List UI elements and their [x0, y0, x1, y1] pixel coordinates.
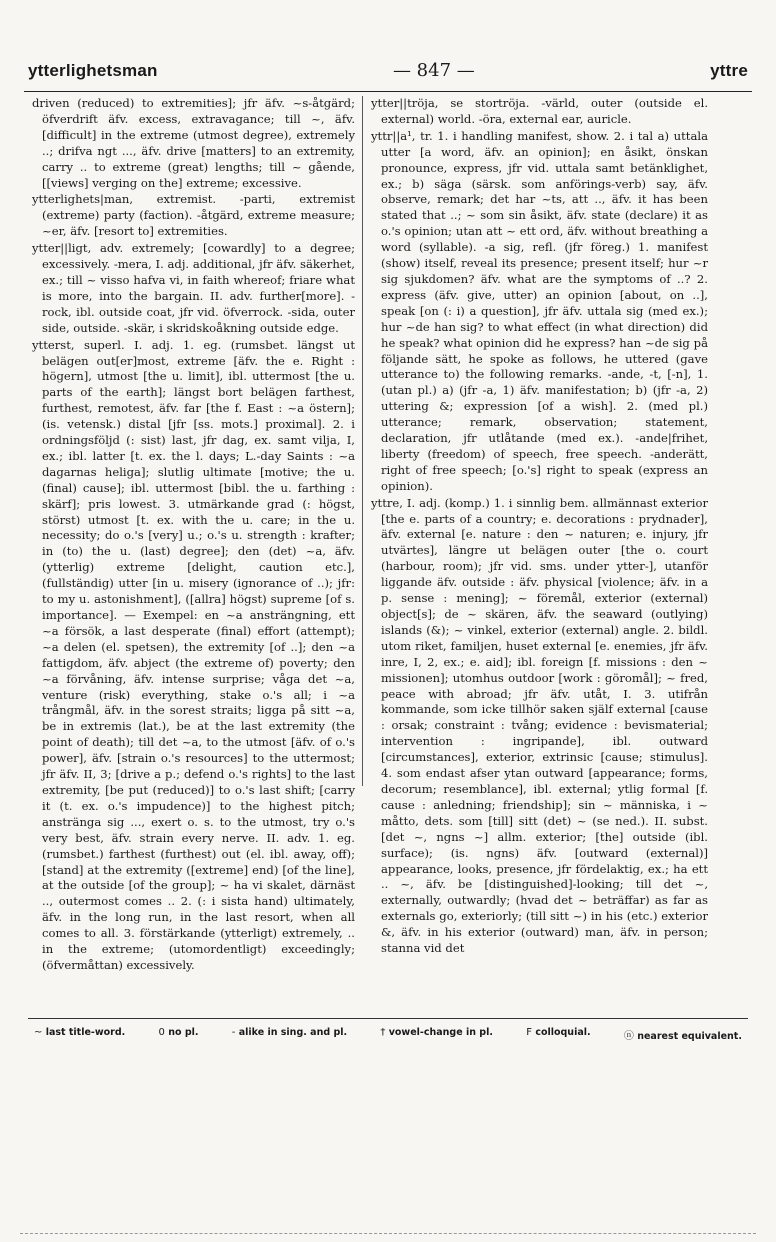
page-edge-rule: [20, 1233, 756, 1234]
key-n: ⓝ nearest equivalent.: [623, 1031, 742, 1042]
dictionary-entry: ytterst, superl. I. adj. 1. eg. (rumsbet. längst ut belägen out[er]most, extreme [äfv. the e. Right : högern], utmost [the u. limit], ibl. uttermost [the u. parts of the earth]; längst bort belägen farthest, furthest, remotest, äfv. far [the f. East : ~a östern]; (is. vetensk.) distal [jfr [ss. mots.] proximal]. 2. i ordningsföljd (: sist) last, jfr dag, ex. samt vilja, I, ex.; ibl. latter [t. ex. the l. days; L.-day Saints : ~a dagarnas heliga]; slutlig ultimate [motive; the u. (final) cause]; ibl. uttermost [bibl. the u. farthing : skärf]; pris lowest. 3. utmärkande grad (: högst, störst) utmost [t. ex. with the u. care; in the u. necessity; do o.'s [very] u.; o.'s u. strength : krafter; in (to) the u. (last) degree]; den (det) ~a, äfv. (ytterlig) extreme [delight, caution etc.], (fullständig) utter [in u. misery (ignorance of ..); jfr: to my u. astonishment], ([allra] högst) supreme [of s. importance]. — Exempel: en ~a ansträngning, ett ~a försök, a last desperate (final) effort (attempt); ~a delen (el. spetsen), the extremity [of ..]; den ~a fattigdom, äfv. abject (the extreme of) poverty; den ~a förvåning, äfv. intense surprise; våga det ~a, venture (risk) everything, stake o.'s all; i ~a trångmål, äfv. in the sorest straits; ligga på sitt ~a, be in extremis (lat.), be at the last extremity (the point of death); till det ~a, to the utmost [äfv. of o.'s power], äfv. [strain o.'s resources] to the uttermost; jfr äfv. II, 3; [drive a p.; defend o.'s rights] to the last extremity, [be put (reduced)] to o.'s last shift; [carry it (t. ex. o.'s impudence)] to the highest pitch; anstränga sig ..., exert o. s. to the utmost, try o.'s very best, äfv. strain every nerve. II. adv. 1. eg. (rumsbet.) farthest (furthest) out (el. ibl. away, off); [stand] at the extremity ([extreme] end) [of the line], at the outside [of the group]; ~ ha vi skalet, därnäst .., outermost comes .. 2. (: i sista hand) ultimately, äfv. in the long run, in the last resort, when all comes to all. 3. förstärkande (ytterligt) extremely, .. in the extreme; (utomordentligt) exceedingly; (öfvermåttan) excessively.: [32, 337, 355, 972]
abbreviation-key: [34, 1027, 742, 1042]
dictionary-entry: yttre, I. adj. (komp.) 1. i sinnlig bem. allmännast exterior [the e. parts of a country; e. decorations : prydnader], äfv. external [e. nature : den ~ naturen; e. injury, jfr utvärtes], längre ut belägen outer [the o. court (harbour, room); jfr vid. sms. under ytter-], utanför liggande äfv. outside : äfv. physical [violence; äfv. in a p. sense : mening]; ~ föremål, exterior (external) object[s]; de ~ skären, äfv. the seaward (outlying) islands (&); ~ vinkel, exterior (external) angle. 2. bildl. utom riket, familjen, huset external [e. enemies, jfr äfv. inre, I, 2, ex.; e. aid]; ibl. foreign [f. missions : den ~ missionen]; utomhus outdoor [work : göromål]; ~ fred, peace with abroad; jfr äfv. utåt, I. 3. utifrån kommande, som icke tillhör saken själf external [cause : orsak; constraint : tvång; evidence : bevismaterial; intervention : ingripande], ibl. outward [circumstances], exterior, extrinsic [cause; stimulus]. 4. som endast afser ytan outward [appearance; forms, decorum; resemblance], ibl. external; ytlig formal [f. cause : anledning; friendship]; sin ~ människa, i ~ måtto, dets. som [till] sitt (det) ~ (se ned.). II. subst. [det ~, ngns ~] allm. exterior; [the] outside (ibl. surface); (is. ngns) äfv. [outward (external)] appearance, looks, presence, jfr fördelaktig, ex.; ha ett .. ~, äfv. be [distinguished]-looking; till det ~, externally, outwardly; (hvad det ~ beträffar) as far as externals go, exteriorly; (till sitt ~) in his (etc.) exterior &, äfv. in his exterior (outward) man, äfv. in person; stanna vid det: [371, 495, 708, 956]
dictionary-entry: ytter||ligt, adv. extremely; [cowardly] to a degree; excessively. -mera, I. adj. additional, jfr äfv. säkerhet, ex.; till ~ visso hafva vi, in faith whereof; friare what is more, into the bargain. II. adv. further[more]. -rock, ibl. outside coat, jfr vid. öfverrock. -sida, outer side, outside. -skär, i skridskoåkning outside edge.: [32, 241, 355, 335]
key-tilde: ~ last title-word.: [34, 1027, 126, 1038]
page-number: — 847 —: [392, 60, 475, 81]
dictionary-entry: driven (reduced) to extremities]; jfr äfv. ~s-åtgärd; öfverdrift äfv. excess, extravagance; till ~, äfv. [difficult] in the extreme (utmost degree), extremely ..; drifva ngt ..., äfv. drive [matters] to an extremity, carry .. to extreme (great) lengths; till ~ gående, [[views] verging on the] extreme; excessive.: [32, 96, 355, 190]
right-guide-word: yttre: [710, 61, 748, 80]
left-column: [32, 96, 355, 1014]
key-f: F colloquial.: [526, 1027, 591, 1038]
dictionary-entry: ytterlighets|man, extremist. -parti, extremist (extreme) party (faction). -åtgärd, extreme measure; ~er, äfv. [resort to] extremities.: [32, 192, 355, 239]
header-rule: [24, 91, 752, 92]
footer-rule: [28, 1018, 748, 1019]
key-dagger: † vowel-change in pl.: [380, 1027, 493, 1038]
page-header: [28, 60, 748, 88]
dictionary-entry: ytter||tröja, se stortröja. -värld, outer (outside el. external) world. -öra, external ear, auricle.: [371, 96, 708, 126]
right-column: [371, 96, 708, 1014]
left-guide-word: ytterlighetsman: [28, 61, 158, 80]
key-zero: 0 no pl.: [158, 1027, 199, 1038]
column-divider: [362, 96, 363, 786]
key-dash: - alike in sing. and pl.: [231, 1027, 348, 1038]
dictionary-entry: yttr||a¹, tr. 1. i handling manifest, show. 2. i tal a) uttala utter [a word, äfv. an opinion]; en åsikt, önskan pronounce, express, jfr vid. uttala samt betänklighet, ex.; b) säga (särsk. som anförings-verb) say, äfv. observe, remark; det har ~ts, att .., äfv. it has been stated that ..; ~ som sin åsikt, äfv. state (declare) it as o.'s opinion; utan att ~ ett ord, äfv. without breathing a word (syllable). -a sig, refl. (jfr föreg.) 1. manifest (show) itself, reveal its presence; present itself; hur ~r sig sjukdomen? äfv. what are the symptoms of ..? 2. express (äfv. give, utter) an opinion [about, on ..], speak [on (: i) a question], jfr äfv. uttala sig (med ex.); hur ~de han sig? to what effect (in what direction) did he speak? what opinion did he express? han ~de sig på följande sätt, he spoke as follows, he uttered (gave utterance to) the following remarks. -ande, -t, [-n], 1. (utan pl.) a) (jfr -a, 1) äfv. manifestation; b) (jfr -a, 2) uttering &; expression [of a wish]. 2. (med pl.) utterance; remark, observation; statement, declaration, jfr utlåtande (med ex.). -ande|frihet, liberty (freedom) of speech, free speech. -anderätt, right of free speech; [o.'s] right to speak (express an opinion).: [371, 128, 708, 493]
